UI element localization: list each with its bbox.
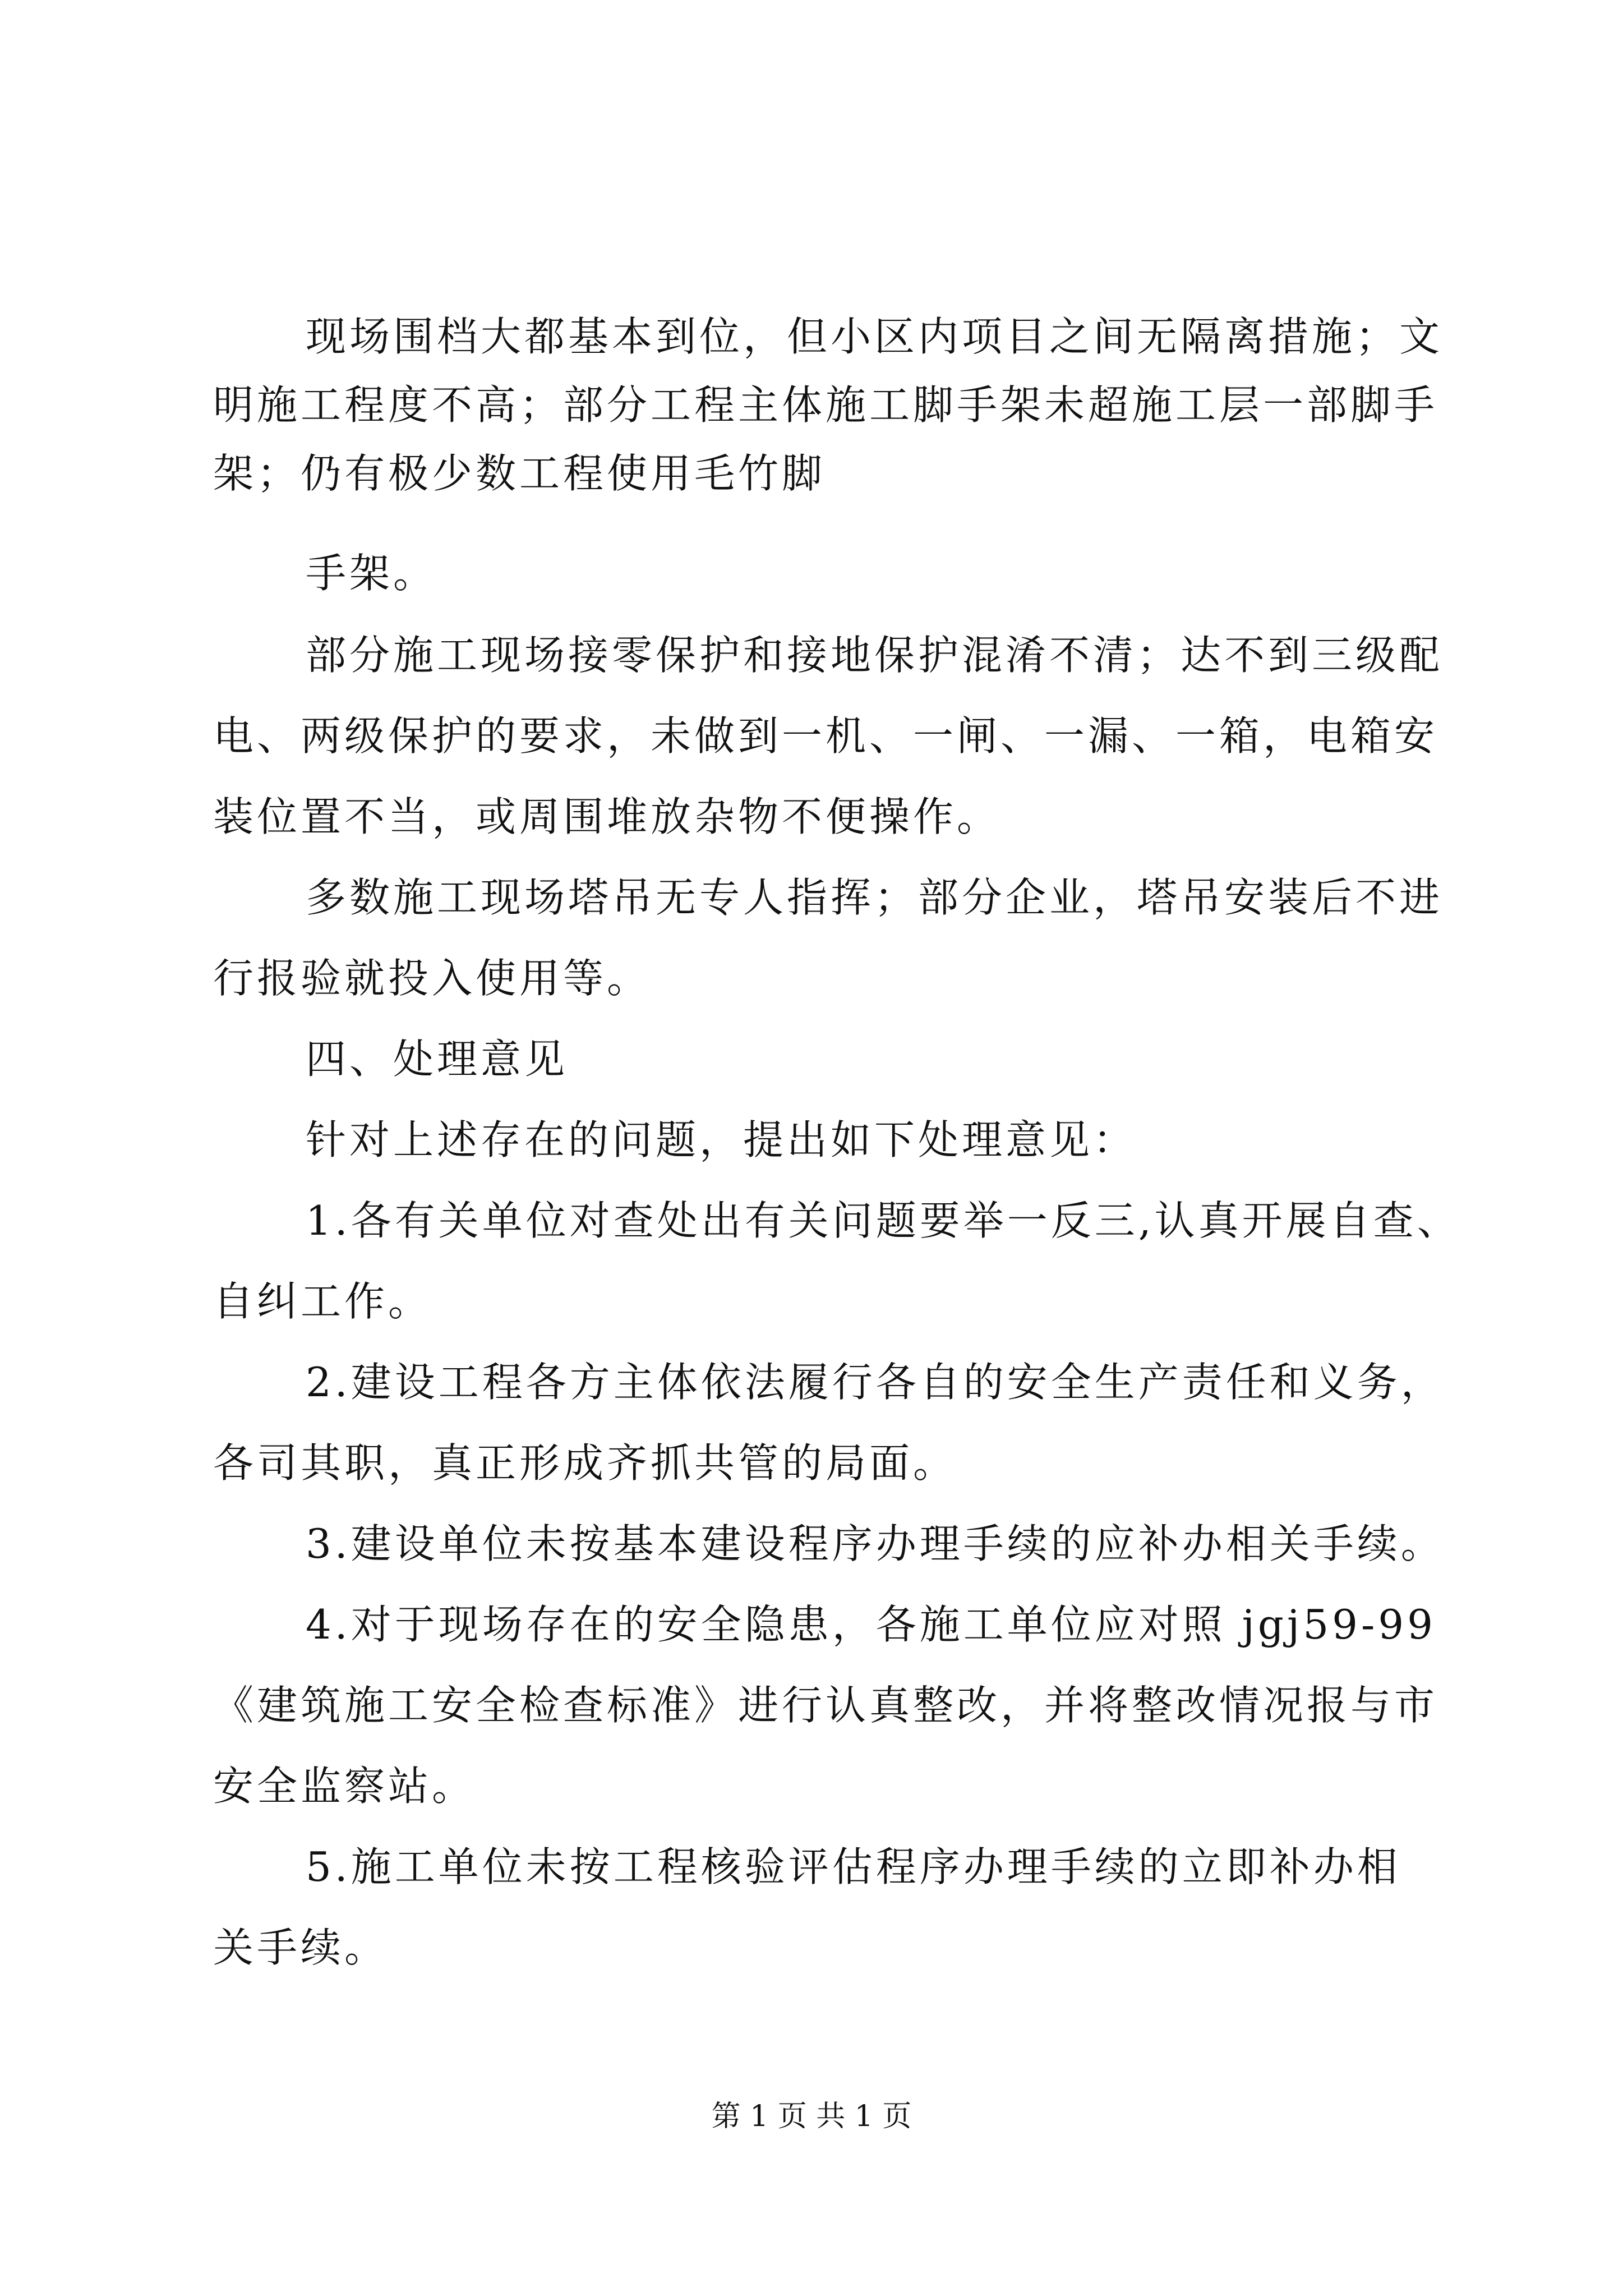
paragraph-3-line-2: 电、两级保护的要求，未做到一机、一闸、一漏、一箱，电箱安 [213,712,1438,760]
section-heading: 四、处理意见 [306,1036,569,1083]
item-4-line-1: 4.对于现场存在的安全隐患，各施工单位应对照 jgj59-99 [306,1601,1436,1648]
paragraph-3-line-1: 部分施工现场接零保护和接地保护混淆不清；达不到三级配 [306,632,1444,679]
paragraph-1-line-3: 架；仍有极少数工程使用毛竹脚 [213,450,826,497]
item-5-line-2: 关手续。 [213,1924,389,1971]
item-1-line-1: 1.各有关单位对查处出有关问题要举一反三,认真开展自查、 [306,1197,1461,1244]
item-2-line-1: 2.建设工程各方主体依法履行各自的安全生产责任和义务， [306,1359,1445,1406]
paragraph-3-line-3: 装位置不当，或周围堆放杂物不便操作。 [213,793,1001,840]
paragraph-4-line-1: 多数施工现场塔吊无专人指挥；部分企业，塔吊安装后不进 [306,874,1444,921]
paragraph-5-line-1: 针对上述存在的问题，提出如下处理意见： [306,1116,1137,1163]
page-footer: 第 1 页 共 1 页 [711,2100,912,2133]
paragraph-1-line-2: 明施工程度不高；部分工程主体施工脚手架未超施工层一部脚手 [213,381,1438,429]
item-1-line-2: 自纠工作。 [213,1278,432,1325]
paragraph-1-line-1: 现场围档大都基本到位，但小区内项目之间无隔离措施；文 [306,313,1444,360]
paragraph-4-line-2: 行报验就投入使用等。 [213,955,651,1002]
item-2-line-2: 各司其职，真正形成齐抓共管的局面。 [213,1439,957,1487]
item-5-line-1: 5.施工单位未按工程核验评估程序办理手续的立即补办相 [306,1843,1401,1890]
item-4-line-2: 《建筑施工安全检查标准》进行认真整改，并将整改情况报与市 [213,1682,1438,1729]
paragraph-2-line-1: 手架。 [306,550,437,597]
item-4-line-3: 安全监察站。 [213,1763,476,1810]
item-3-line-1: 3.建设单位未按基本建设程序办理手续的应补办相关手续。 [306,1520,1445,1567]
